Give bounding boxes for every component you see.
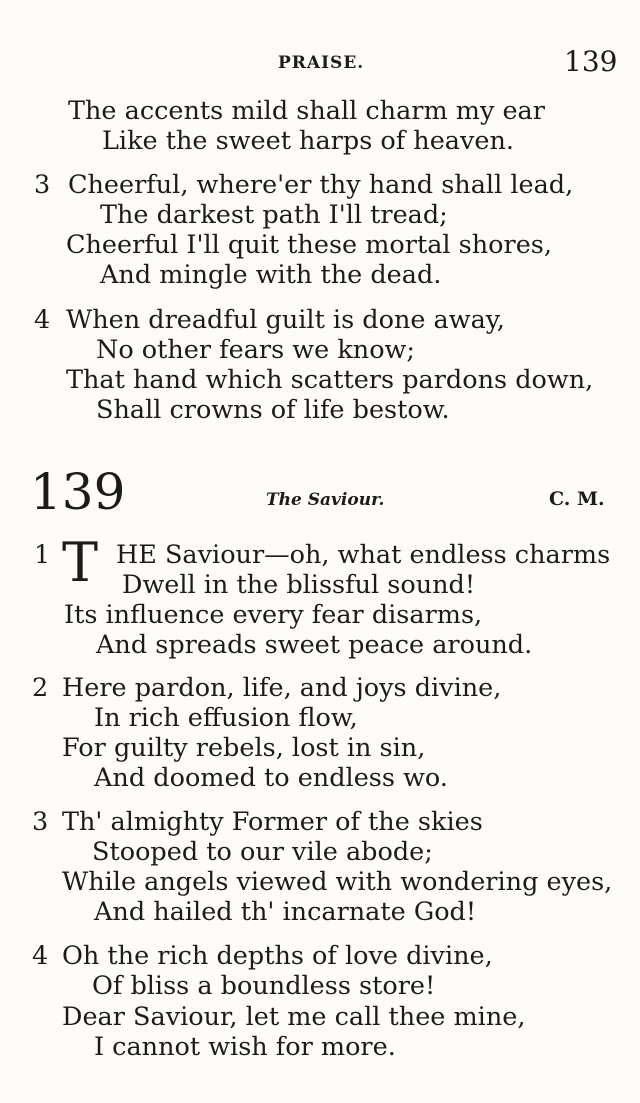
verse-line: In rich effusion flow, bbox=[94, 703, 358, 733]
drop-cap: T bbox=[62, 531, 99, 594]
page-number: 139 bbox=[564, 45, 618, 78]
verse-line: While angels viewed with wondering eyes, bbox=[62, 867, 613, 897]
verse-line: That hand which scatters pardons down, bbox=[66, 365, 594, 395]
verse-line: When dreadful guilt is done away, bbox=[66, 305, 505, 335]
running-title: PRAISE. bbox=[278, 53, 365, 73]
verse-line: No other fears we know; bbox=[96, 335, 415, 365]
hymn-title: The Saviour. bbox=[266, 490, 385, 510]
verse-line: HE Saviour—oh, what endless charms bbox=[116, 540, 611, 570]
verse-line: The darkest path I'll tread; bbox=[100, 200, 448, 230]
stanza-number: 1 bbox=[34, 540, 51, 570]
verse-line: Cheerful I'll quit these mortal shores, bbox=[66, 230, 552, 260]
verse-line: Dwell in the blissful sound! bbox=[122, 570, 476, 600]
verse-line: Stooped to our vile abode; bbox=[92, 837, 433, 867]
stanza-number: 3 bbox=[32, 807, 49, 837]
verse-line: Its influence every fear disarms, bbox=[64, 600, 483, 630]
verse-line: Cheerful, where'er thy hand shall lead, bbox=[68, 170, 574, 200]
verse-line: I cannot wish for more. bbox=[94, 1032, 396, 1062]
verse-line: And hailed th' incarnate God! bbox=[94, 897, 477, 927]
verse-line: Oh the rich depths of love divine, bbox=[62, 941, 493, 971]
stanza-number: 4 bbox=[34, 305, 51, 335]
hymn-number: 139 bbox=[30, 463, 126, 521]
verse-line: And mingle with the dead. bbox=[100, 260, 442, 290]
verse-line: The accents mild shall charm my ear bbox=[68, 96, 545, 126]
verse-line: Like the sweet harps of heaven. bbox=[102, 126, 515, 156]
hymn-meter: C. M. bbox=[549, 488, 605, 510]
verse-line: Shall crowns of life bestow. bbox=[96, 395, 450, 425]
stanza-number: 3 bbox=[34, 170, 51, 200]
stanza-number: 4 bbox=[32, 941, 49, 971]
verse-line: And spreads sweet peace around. bbox=[96, 630, 533, 660]
verse-line: Dear Saviour, let me call thee mine, bbox=[62, 1002, 526, 1032]
verse-line: Here pardon, life, and joys divine, bbox=[62, 673, 502, 703]
verse-line: Th' almighty Former of the skies bbox=[62, 807, 483, 837]
running-head bbox=[0, 45, 640, 81]
verse-line: For guilty rebels, lost in sin, bbox=[62, 733, 426, 763]
verse-line: And doomed to endless wo. bbox=[94, 763, 448, 793]
verse-line: Of bliss a boundless store! bbox=[92, 971, 436, 1001]
stanza-number: 2 bbox=[32, 673, 49, 703]
